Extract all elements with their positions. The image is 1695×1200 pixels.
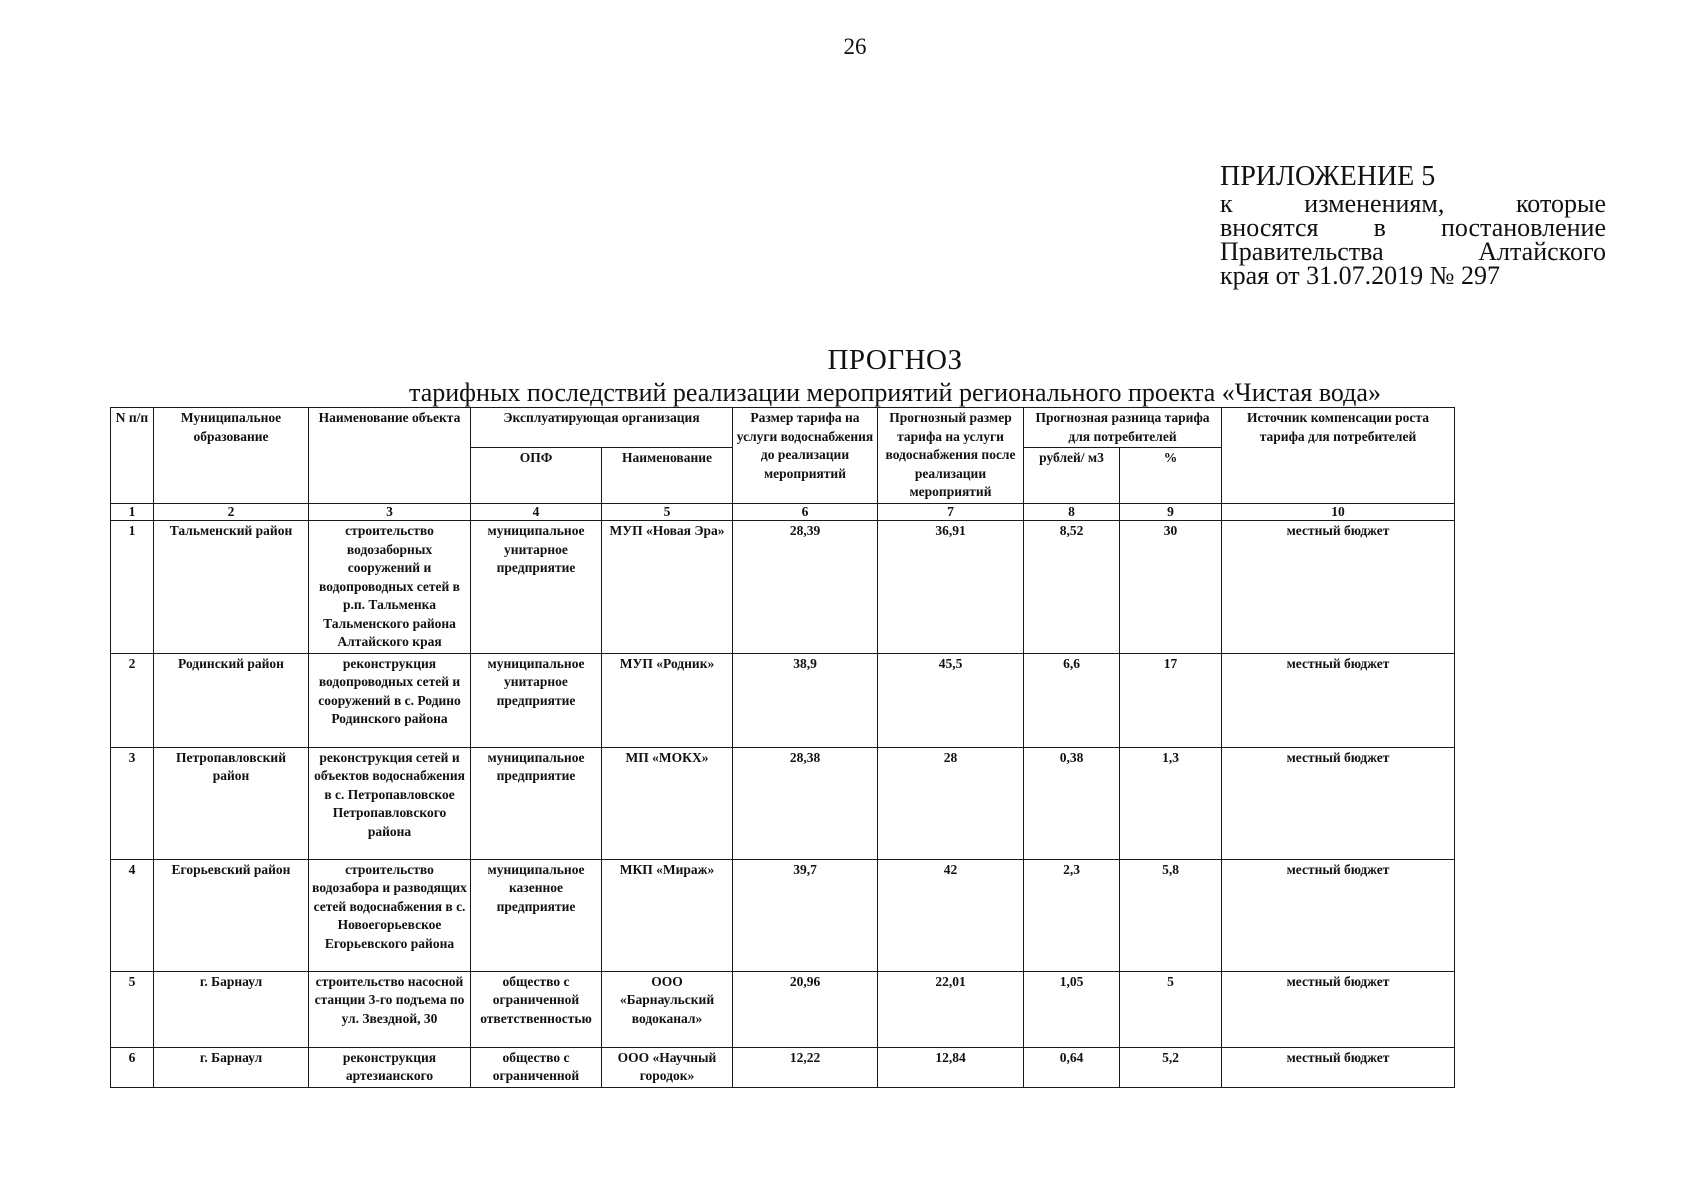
header-n: N п/п bbox=[111, 408, 154, 504]
cell-object: реконструкция водопроводных сетей и сооружений в с. Родино Родинского района bbox=[309, 653, 471, 747]
header-tariff-before: Размер тарифа на услуги водоснабжения до реализации мероприятий bbox=[733, 408, 878, 504]
cell-diff-pct: 5,8 bbox=[1120, 859, 1222, 971]
cell-n: 4 bbox=[111, 859, 154, 971]
cell-diff-pct: 5,2 bbox=[1120, 1047, 1222, 1087]
cell-org-name: МП «МОКХ» bbox=[602, 747, 733, 859]
cell-source: местный бюджет bbox=[1222, 521, 1455, 654]
cell-tariff-after: 22,01 bbox=[878, 971, 1024, 1047]
cell-diff-pct: 1,3 bbox=[1120, 747, 1222, 859]
cell-opf: муниципальное казенное предприятие bbox=[471, 859, 602, 971]
header-diff: Прогнозная разница тарифа для потребителей bbox=[1024, 408, 1222, 448]
cell-n: 1 bbox=[111, 521, 154, 654]
cell-tariff-before: 28,38 bbox=[733, 747, 878, 859]
cell-tariff-after: 42 bbox=[878, 859, 1024, 971]
column-number: 5 bbox=[602, 504, 733, 521]
cell-tariff-before: 20,96 bbox=[733, 971, 878, 1047]
appendix-heading: ПРИЛОЖЕНИЕ 5 bbox=[1220, 161, 1436, 192]
cell-org-name: ООО «Научный городок» bbox=[602, 1047, 733, 1087]
header-municipality: Муниципальное образование bbox=[154, 408, 309, 504]
table-row bbox=[111, 1047, 1455, 1087]
header-diff-rub: рублей/ м3 bbox=[1024, 448, 1120, 504]
cell-tariff-before: 12,22 bbox=[733, 1047, 878, 1087]
cell-org-name: МКП «Мираж» bbox=[602, 859, 733, 971]
cell-tariff-after: 36,91 bbox=[878, 521, 1024, 654]
table-row bbox=[111, 747, 1455, 859]
cell-source: местный бюджет bbox=[1222, 971, 1455, 1047]
column-number: 4 bbox=[471, 504, 602, 521]
header-tariff-after: Прогнозный размер тарифа на услуги водоснабжения после реализации мероприятий bbox=[878, 408, 1024, 504]
document-subtitle: тарифных последствий реализации мероприятий регионального проекта «Чистая вода» bbox=[409, 378, 1381, 407]
document-title: ПРОГНОЗ bbox=[827, 344, 963, 376]
column-number: 8 bbox=[1024, 504, 1120, 521]
header-object: Наименование объекта bbox=[309, 408, 471, 504]
cell-org-name: МУП «Родник» bbox=[602, 653, 733, 747]
header-row bbox=[111, 408, 1455, 448]
cell-municipality: Родинский район bbox=[154, 653, 309, 747]
header-diff-pct: % bbox=[1120, 448, 1222, 504]
cell-diff-pct: 5 bbox=[1120, 971, 1222, 1047]
cell-opf: муниципальное предприятие bbox=[471, 747, 602, 859]
column-number: 1 bbox=[111, 504, 154, 521]
cell-tariff-after: 45,5 bbox=[878, 653, 1024, 747]
cell-diff-rub: 2,3 bbox=[1024, 859, 1120, 971]
cell-municipality: Егорьевский район bbox=[154, 859, 309, 971]
cell-source: местный бюджет bbox=[1222, 1047, 1455, 1087]
header-org-name: Наименование bbox=[602, 448, 733, 504]
column-number: 9 bbox=[1120, 504, 1222, 521]
cell-municipality: Петропавловский район bbox=[154, 747, 309, 859]
header-source: Источник компенсации роста тарифа для потребителей bbox=[1222, 408, 1455, 504]
cell-diff-rub: 8,52 bbox=[1024, 521, 1120, 654]
cell-source: местный бюджет bbox=[1222, 747, 1455, 859]
table-row bbox=[111, 859, 1455, 971]
cell-tariff-before: 28,39 bbox=[733, 521, 878, 654]
cell-org-name: МУП «Новая Эра» bbox=[602, 521, 733, 654]
cell-object: строительство водозабора и разводящих сетей водоснабжения в с. Новоегорьевское Егорьевского района bbox=[309, 859, 471, 971]
cell-object: реконструкция сетей и объектов водоснабжения в с. Петропавловское Петропавловского района bbox=[309, 747, 471, 859]
column-number: 6 bbox=[733, 504, 878, 521]
cell-diff-rub: 6,6 bbox=[1024, 653, 1120, 747]
cell-org-name: ООО «Барнаульский водоканал» bbox=[602, 971, 733, 1047]
cell-diff-rub: 1,05 bbox=[1024, 971, 1120, 1047]
header-org: Эксплуатирующая организация bbox=[471, 408, 733, 448]
appendix-block bbox=[1220, 162, 1606, 288]
appendix-line: вносятся в постановление bbox=[1220, 213, 1606, 242]
column-number: 7 bbox=[878, 504, 1024, 521]
cell-n: 3 bbox=[111, 747, 154, 859]
page-number: 26 bbox=[843, 34, 867, 59]
cell-tariff-before: 39,7 bbox=[733, 859, 878, 971]
cell-object: реконструкция артезианского bbox=[309, 1047, 471, 1087]
cell-n: 6 bbox=[111, 1047, 154, 1087]
cell-opf: общество с ограниченной bbox=[471, 1047, 602, 1087]
appendix-line: края от 31.07.2019 № 297 bbox=[1220, 261, 1500, 290]
header-opf: ОПФ bbox=[471, 448, 602, 504]
table-row bbox=[111, 521, 1455, 654]
appendix-line: Правительства Алтайского bbox=[1220, 237, 1606, 266]
cell-tariff-after: 12,84 bbox=[878, 1047, 1024, 1087]
cell-source: местный бюджет bbox=[1222, 653, 1455, 747]
cell-opf: муниципальное унитарное предприятие bbox=[471, 521, 602, 654]
cell-tariff-after: 28 bbox=[878, 747, 1024, 859]
cell-source: местный бюджет bbox=[1222, 859, 1455, 971]
appendix-line: к изменениям, которые bbox=[1220, 189, 1606, 218]
column-number: 2 bbox=[154, 504, 309, 521]
cell-n: 5 bbox=[111, 971, 154, 1047]
cell-diff-pct: 30 bbox=[1120, 521, 1222, 654]
cell-object: строительство насосной станции 3-го подъема по ул. Звездной, 30 bbox=[309, 971, 471, 1047]
table-row bbox=[111, 653, 1455, 747]
column-number: 10 bbox=[1222, 504, 1455, 521]
column-number-row bbox=[111, 504, 1455, 521]
cell-municipality: г. Барнаул bbox=[154, 1047, 309, 1087]
cell-n: 2 bbox=[111, 653, 154, 747]
cell-diff-rub: 0,38 bbox=[1024, 747, 1120, 859]
cell-diff-rub: 0,64 bbox=[1024, 1047, 1120, 1087]
column-number: 3 bbox=[309, 504, 471, 521]
cell-tariff-before: 38,9 bbox=[733, 653, 878, 747]
cell-municipality: г. Барнаул bbox=[154, 971, 309, 1047]
forecast-table bbox=[110, 407, 1455, 1088]
cell-opf: общество с ограниченной ответственностью bbox=[471, 971, 602, 1047]
cell-object: строительство водозаборных сооружений и водопроводных сетей в р.п. Тальменка Тальменского района Алтайского края bbox=[309, 521, 471, 654]
cell-opf: муниципальное унитарное предприятие bbox=[471, 653, 602, 747]
table-row bbox=[111, 971, 1455, 1047]
cell-diff-pct: 17 bbox=[1120, 653, 1222, 747]
cell-municipality: Тальменский район bbox=[154, 521, 309, 654]
